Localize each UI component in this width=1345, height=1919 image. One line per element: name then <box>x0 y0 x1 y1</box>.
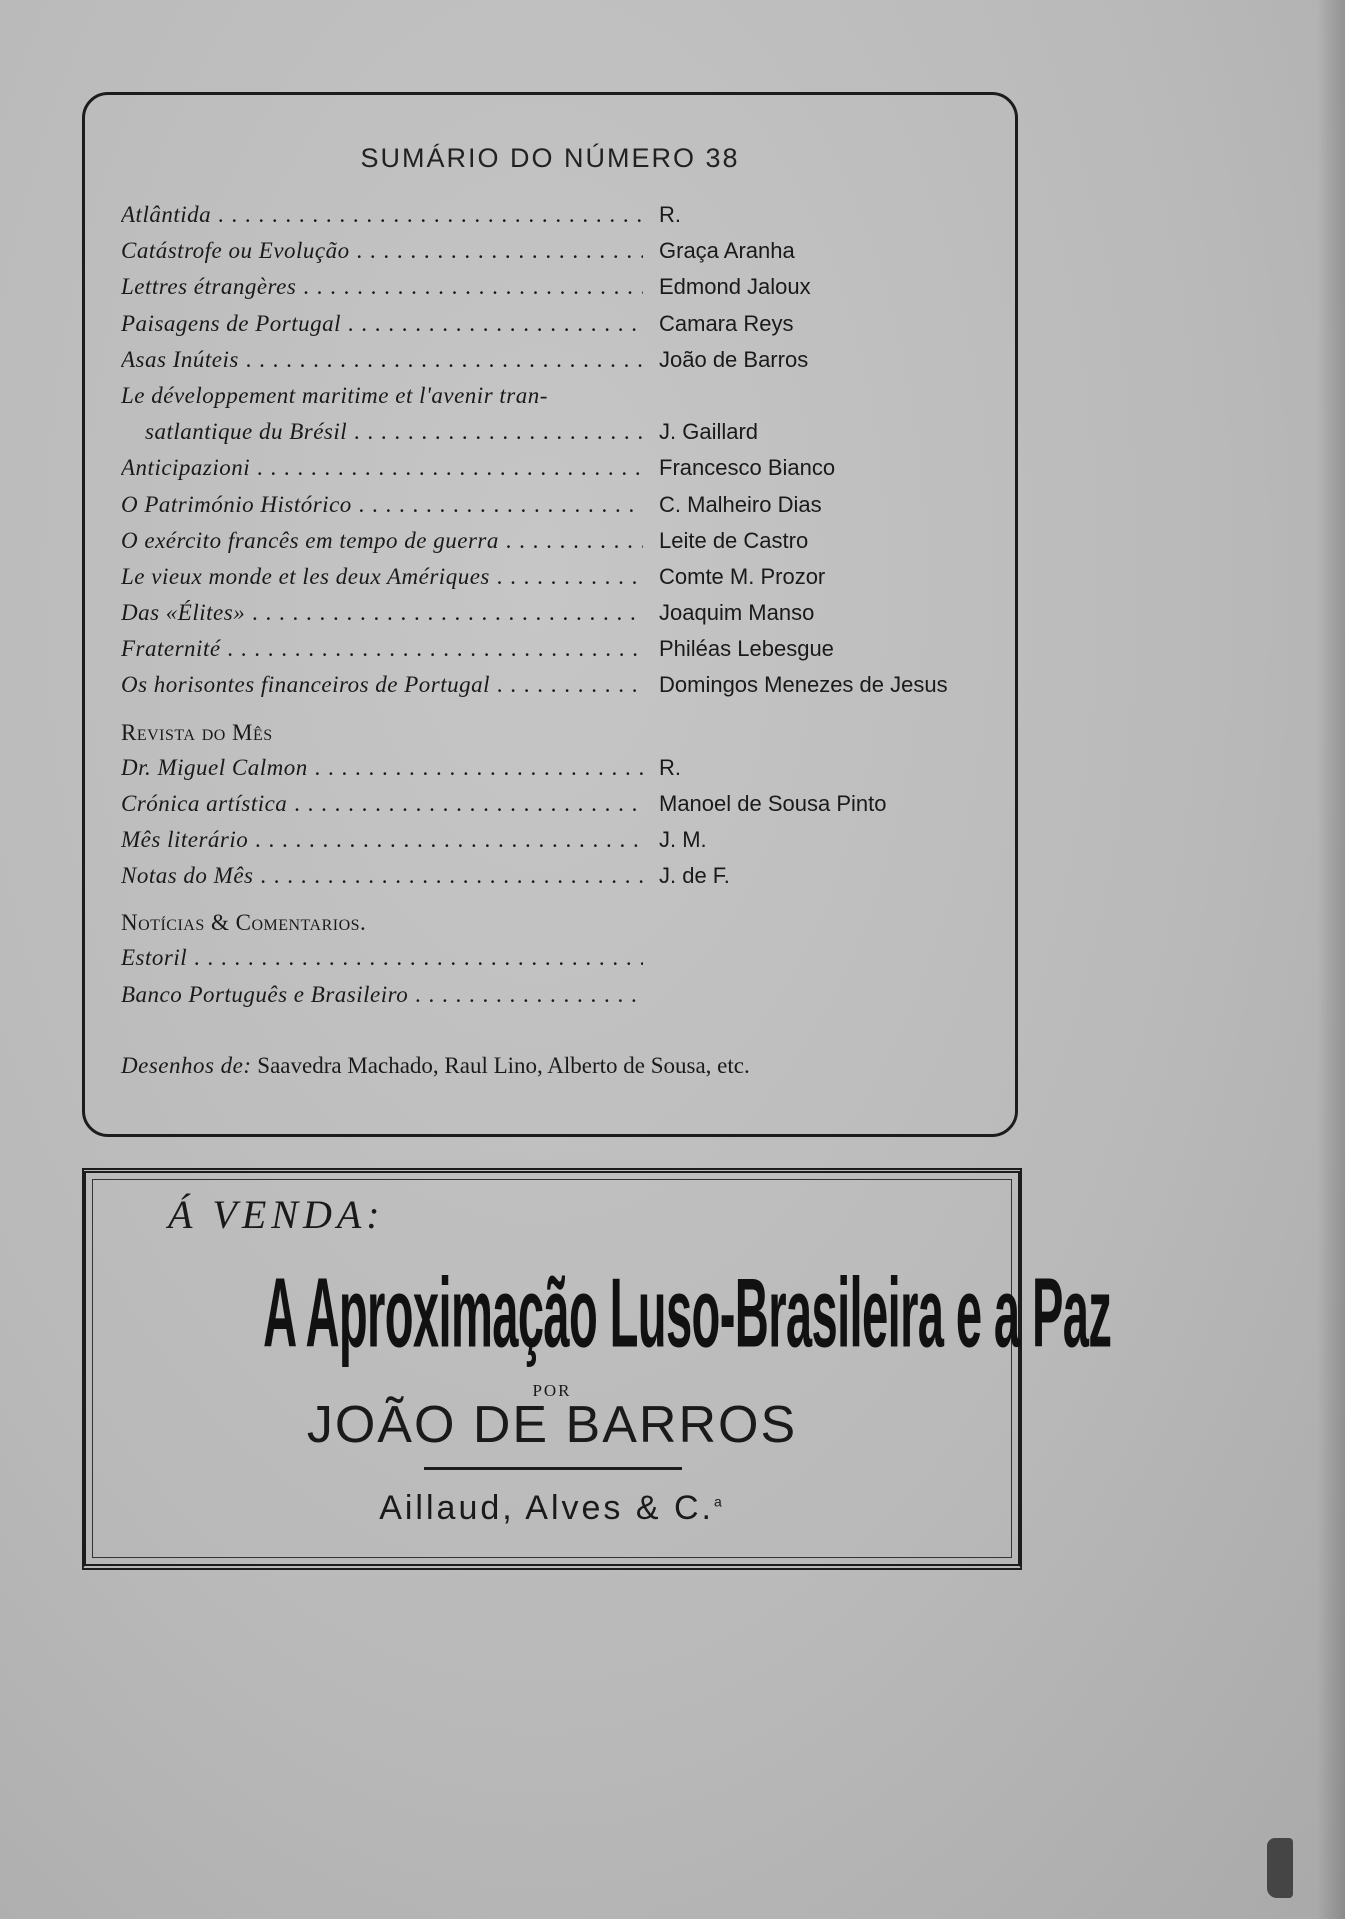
toc-entry <box>121 667 1001 703</box>
entry-title: Os horisontes financeiros de Portugal . . . <box>121 667 643 703</box>
ad-heading: Á VENDA: <box>168 1192 385 1237</box>
toc-entry <box>121 378 1001 414</box>
ad-author: JOÃO DE BARROS <box>306 1396 798 1454</box>
illustration-credits <box>121 1053 750 1079</box>
toc-entry <box>121 559 1001 595</box>
ad-book-title: A Aproximação Luso-Brasileira e a Paz <box>263 1258 1112 1369</box>
entry-title: Le développement maritime et l'avenir tran- <box>121 382 548 408</box>
toc-entry <box>121 858 1001 894</box>
ad-divider <box>424 1467 682 1470</box>
toc-entry <box>121 786 1001 822</box>
entry-title: Crónica artística . . . <box>121 786 643 822</box>
entry-title: Le vieux monde et les deux Amériques . . . <box>121 559 643 595</box>
credits-label: Desenhos de: <box>121 1053 252 1078</box>
toc-entry <box>121 631 1001 667</box>
entry-author: Philéas Lebesgue <box>659 636 834 662</box>
entry-title: O Património Histórico . . . <box>121 487 643 523</box>
book-advertisement <box>82 1168 1112 1570</box>
ink-smudge <box>1267 1838 1293 1898</box>
entry-author: Manoel de Sousa Pinto <box>659 790 887 816</box>
entry-title: Fraternité . . . <box>121 631 643 667</box>
toc-entry <box>121 523 1001 559</box>
toc-entry <box>121 306 1001 342</box>
entry-author: Domingos Menezes de Jesus <box>659 672 948 698</box>
entry-author: Edmond Jaloux <box>659 274 811 300</box>
publisher-name: Aillaud, Alves & C. <box>379 1489 714 1527</box>
entry-author: Comte M. Prozor <box>659 563 826 589</box>
ad-por: POR <box>532 1381 572 1400</box>
toc-entries <box>121 197 1001 1013</box>
toc-entry <box>121 233 1001 269</box>
entry-title: Lettres étrangères . . . <box>121 269 643 305</box>
entry-title: Banco Português e Brasileiro . . . <box>121 977 643 1013</box>
entry-title: satlantique du Brésil . . . <box>145 414 643 450</box>
toc-entry <box>121 487 1001 523</box>
entry-title: Paisagens de Portugal . . . <box>121 306 643 342</box>
publisher-superscript: a <box>714 1493 725 1510</box>
entry-author: J. de F. <box>659 863 730 889</box>
entry-author: R. <box>659 202 681 227</box>
toc-entry <box>121 750 1001 786</box>
section-heading-revista: Revista do Mês <box>121 719 273 745</box>
section-heading-noticias: Notícias & Comentarios. <box>121 910 367 936</box>
entry-title: Notas do Mês . . . <box>121 858 643 894</box>
entry-author: Graça Aranha <box>659 238 795 264</box>
toc-entry <box>121 342 1001 378</box>
entry-author: Camara Reys <box>659 310 794 336</box>
entry-title: O exército francês em tempo de guerra . . . <box>121 523 643 559</box>
entry-title: Anticipazioni . . . <box>121 450 643 486</box>
credits-names: Saavedra Machado, Raul Lino, Alberto de Sousa, etc. <box>257 1053 750 1078</box>
table-of-contents <box>82 92 1018 1137</box>
entry-author: Leite de Castro <box>659 527 809 553</box>
toc-title: SUMÁRIO DO NÚMERO 38 <box>360 143 740 173</box>
entry-author: Joaquim Manso <box>659 600 815 626</box>
toc-entry <box>121 269 1001 305</box>
entry-title: Dr. Miguel Calmon . . . <box>121 750 643 786</box>
entry-author: J. Gaillard <box>659 419 759 445</box>
entry-title: Atlântida . . . <box>121 197 643 233</box>
toc-entry <box>121 822 1001 858</box>
ad-publisher <box>86 1489 1018 1528</box>
toc-entry <box>121 450 1001 486</box>
toc-entry <box>121 940 1001 976</box>
entry-title: Estoril . . . <box>121 940 643 976</box>
entry-author: João de Barros <box>659 346 809 372</box>
entry-title: Asas Inúteis . . . <box>121 342 643 378</box>
entry-title: Das «Élites» . . . <box>121 595 643 631</box>
page-edge-shadow <box>1317 0 1345 1919</box>
entry-title: Mês literário . . . <box>121 822 643 858</box>
entry-author: C. Malheiro Dias <box>659 491 822 517</box>
entry-author: J. M. <box>659 827 707 852</box>
toc-entry <box>121 977 1001 1013</box>
toc-entry <box>121 414 1001 450</box>
entry-author: R. <box>659 754 681 780</box>
entry-title: Catástrofe ou Evolução . . . <box>121 233 643 269</box>
toc-entry <box>121 595 1001 631</box>
toc-entry <box>121 197 1001 233</box>
entry-author: Francesco Bianco <box>659 455 836 481</box>
